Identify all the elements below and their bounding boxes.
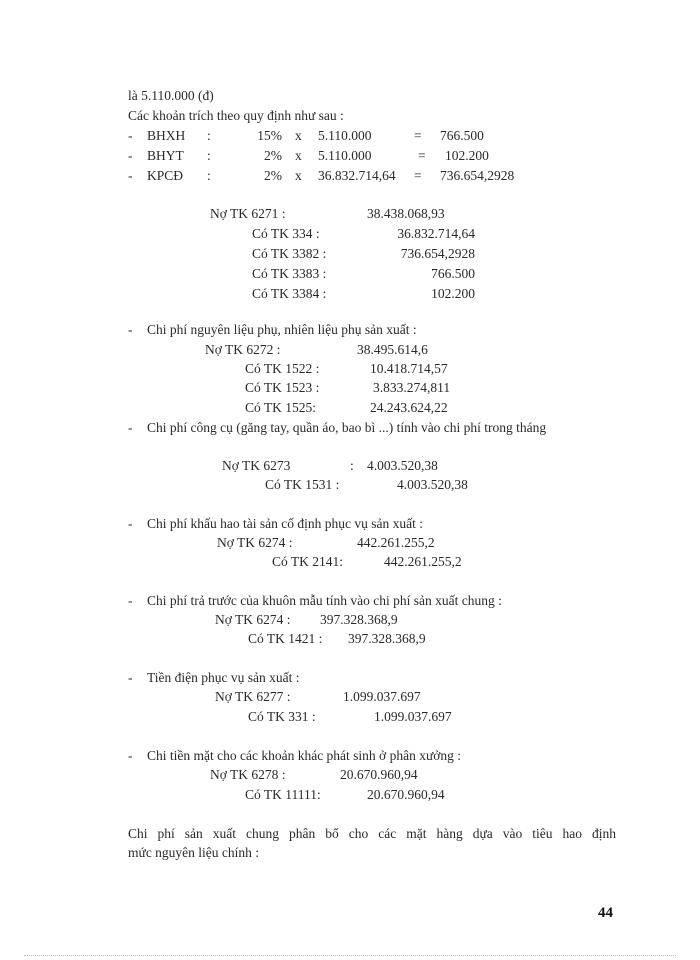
- deduction-colon: :: [207, 128, 211, 143]
- section-heading: Chi tiền mặt cho các khoản khác phát sinh ở phân xưởng :: [147, 748, 462, 763]
- section-dash: -: [128, 748, 133, 763]
- debit-label: Nợ TK 6274 :: [217, 535, 293, 550]
- section-heading: Tiền điện phục vụ sản xuất :: [147, 670, 300, 685]
- closing-line-1: Chi phí sản xuất chung phân bổ cho các mặt hàng dựa vào tiêu hao định: [128, 826, 616, 841]
- debit-label: Nợ TK 6273: [222, 458, 291, 473]
- credit-amount: 20.670.960,94: [367, 787, 445, 802]
- credit-amount: 102.200: [431, 286, 475, 301]
- credit-label: Có TK 11111:: [245, 787, 321, 802]
- deduction-result: 736.654,2928: [440, 168, 515, 183]
- debit-amount: 20.670.960,94: [340, 767, 418, 782]
- deduction-base: 5.110.000: [318, 128, 372, 143]
- credit-label: Có TK 1525:: [245, 400, 317, 415]
- credit-amount: 4.003.520,38: [397, 477, 468, 492]
- credit-label: Có TK 2141:: [272, 554, 344, 569]
- credit-amount: 766.500: [431, 266, 475, 281]
- deduction-equals: =: [414, 128, 422, 143]
- row-dash: -: [128, 168, 133, 183]
- credit-label: Có TK 3382 :: [252, 246, 327, 261]
- debit-amount: 397.328.368,9: [320, 612, 398, 627]
- credit-amount: 1.099.037.697: [374, 709, 452, 724]
- page-number: 44: [598, 905, 613, 921]
- debit-amount: 38.495.614,6: [357, 342, 428, 357]
- credit-label: Có TK 334 :: [252, 226, 320, 241]
- credit-label: Có TK 1522 :: [245, 361, 320, 376]
- deduction-colon: :: [207, 168, 211, 183]
- debit-amount: 442.261.255,2: [357, 535, 435, 550]
- debit-label: Nợ TK 6274 :: [215, 612, 291, 627]
- section-dash: -: [128, 593, 133, 608]
- deduction-colon: :: [207, 148, 211, 163]
- deduction-equals: =: [418, 148, 426, 163]
- credit-amount: 442.261.255,2: [384, 554, 462, 569]
- row-dash: -: [128, 148, 133, 163]
- section-dash: -: [128, 670, 133, 685]
- deductions-heading: Các khoản trích theo quy định như sau :: [128, 108, 344, 123]
- credit-label: Có TK 331 :: [248, 709, 316, 724]
- deduction-percent: 15%: [257, 128, 282, 143]
- deduction-times: x: [295, 168, 302, 183]
- deduction-percent: 2%: [264, 148, 282, 163]
- debit-amount: 4.003.520,38: [367, 458, 438, 473]
- credit-label: Có TK 3384 :: [252, 286, 327, 301]
- deduction-name: KPCĐ: [147, 168, 184, 183]
- debit-label: Nợ TK 6271 :: [210, 206, 286, 221]
- row-dash: -: [128, 128, 133, 143]
- debit-amount: 1.099.037.697: [343, 689, 421, 704]
- intro-line: là 5.110.000 (đ): [128, 88, 214, 103]
- deduction-name: BHYT: [147, 148, 184, 163]
- section-heading: Chi phí nguyên liệu phụ, nhiên liệu phụ sản xuất :: [147, 322, 417, 337]
- deduction-result: 102.200: [445, 148, 489, 163]
- deduction-result: 766.500: [440, 128, 484, 143]
- deduction-percent: 2%: [264, 168, 282, 183]
- credit-label: Có TK 1531 :: [265, 477, 340, 492]
- deduction-times: x: [295, 128, 302, 143]
- section-heading: Chi phí khấu hao tài sản cố định phục vụ sản xuất :: [147, 516, 423, 531]
- credit-amount: 36.832.714,64: [397, 226, 475, 241]
- debit-label: Nợ TK 6278 :: [210, 767, 286, 782]
- deduction-times: x: [295, 148, 302, 163]
- debit-label: Nợ TK 6277 :: [215, 689, 291, 704]
- deduction-base: 36.832.714,64: [318, 168, 396, 183]
- debit-colon: :: [350, 458, 354, 473]
- section-dash: -: [128, 420, 133, 435]
- section-heading: Chi phí trả trước của khuôn mẫu tính vào chi phí sản xuất chung :: [147, 593, 502, 608]
- deduction-equals: =: [414, 168, 422, 183]
- credit-amount: 3.833.274,811: [373, 380, 451, 395]
- credit-amount: 736.654,2928: [400, 246, 475, 261]
- credit-label: Có TK 1421 :: [248, 631, 323, 646]
- credit-label: Có TK 3383 :: [252, 266, 327, 281]
- debit-amount: 38.438.068,93: [367, 206, 445, 221]
- section-dash: -: [128, 322, 133, 337]
- credit-amount: 397.328.368,9: [348, 631, 426, 646]
- credit-amount: 10.418.714,57: [370, 361, 448, 376]
- credit-amount: 24.243.624,22: [370, 400, 448, 415]
- section-heading: Chi phí công cụ (găng tay, quần áo, bao bì ...) tính vào chi phí trong tháng: [147, 420, 547, 435]
- section-dash: -: [128, 516, 133, 531]
- deduction-base: 5.110.000: [318, 148, 372, 163]
- closing-line-2: mức nguyên liệu chính :: [128, 845, 260, 860]
- credit-label: Có TK 1523 :: [245, 380, 320, 395]
- debit-label: Nợ TK 6272 :: [205, 342, 281, 357]
- deduction-name: BHXH: [147, 128, 186, 143]
- page-bottom-rule: [24, 955, 676, 956]
